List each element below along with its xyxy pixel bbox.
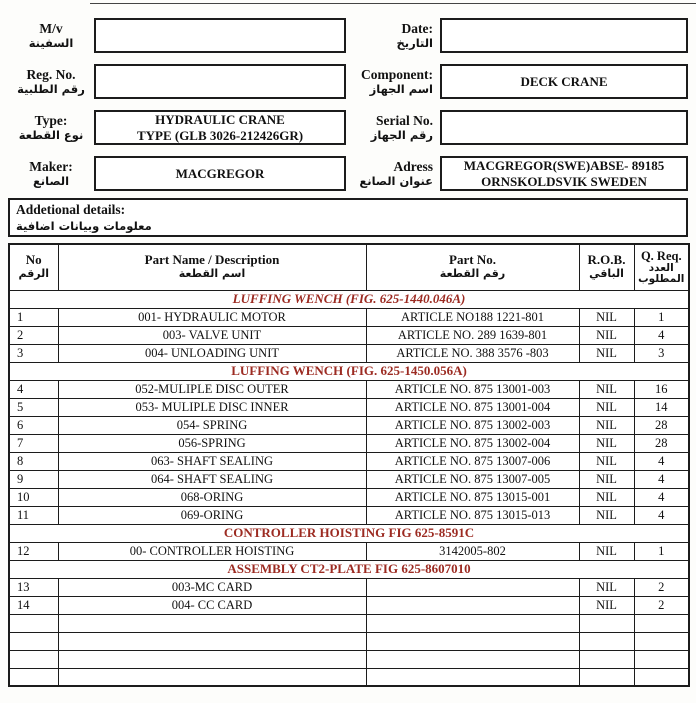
field-component-label-en: Component: bbox=[360, 66, 433, 82]
field-serial-no-label-ar: رقم الجهاز bbox=[370, 127, 433, 142]
field-address bbox=[350, 156, 688, 191]
rob-cell: NIL bbox=[579, 542, 634, 560]
field-date-label-en: Date: bbox=[401, 20, 433, 36]
no-cell: 4 bbox=[9, 380, 58, 398]
part-row bbox=[9, 434, 689, 452]
no-cell: 2 bbox=[9, 326, 58, 344]
qty-cell: 4 bbox=[634, 470, 689, 488]
part-no-cell: ARTICLE NO. 875 13001-003 bbox=[366, 380, 579, 398]
field-serial-no-label bbox=[350, 114, 440, 141]
rob-cell: NIL bbox=[579, 434, 634, 452]
part-row bbox=[9, 416, 689, 434]
name-cell: 004- UNLOADING UNIT bbox=[58, 344, 366, 362]
no-cell: 1 bbox=[9, 308, 58, 326]
field-maker-label bbox=[8, 160, 94, 187]
qty-cell: 1 bbox=[634, 308, 689, 326]
name-cell: 00- CONTROLLER HOISTING bbox=[58, 542, 366, 560]
section-row bbox=[9, 362, 689, 380]
part-no-cell: ARTICLE NO. 875 13001-004 bbox=[366, 398, 579, 416]
part-no-cell: ARTICLE NO. 875 13007-006 bbox=[366, 452, 579, 470]
qty-cell: 16 bbox=[634, 380, 689, 398]
field-type bbox=[8, 110, 346, 145]
rob-cell bbox=[579, 632, 634, 650]
no-cell: 5 bbox=[9, 398, 58, 416]
part-row bbox=[9, 542, 689, 560]
qty-cell: 3 bbox=[634, 344, 689, 362]
section-title: LUFFING WENCH (FIG. 625-1440.046A) bbox=[9, 290, 689, 308]
scan-edge-line bbox=[90, 3, 696, 4]
qty-cell: 14 bbox=[634, 398, 689, 416]
qty-cell bbox=[634, 650, 689, 668]
rob-cell: NIL bbox=[579, 380, 634, 398]
empty-row bbox=[9, 668, 689, 686]
additional-details-label-en: Addetional details: bbox=[16, 202, 126, 217]
name-cell: 003-MC CARD bbox=[58, 578, 366, 596]
name-cell bbox=[58, 668, 366, 686]
rob-cell: NIL bbox=[579, 488, 634, 506]
rob-cell: NIL bbox=[579, 452, 634, 470]
qty-cell: 28 bbox=[634, 434, 689, 452]
rob-cell: NIL bbox=[579, 470, 634, 488]
field-address-label bbox=[350, 160, 440, 187]
no-cell bbox=[9, 614, 58, 632]
name-cell bbox=[58, 650, 366, 668]
no-cell: 7 bbox=[9, 434, 58, 452]
rob-cell: NIL bbox=[579, 326, 634, 344]
field-component-value-box bbox=[440, 64, 688, 99]
field-date bbox=[350, 18, 688, 53]
name-cell: 063- SHAFT SEALING bbox=[58, 452, 366, 470]
field-address-label-ar: عنوان الصانع bbox=[359, 173, 433, 188]
part-row bbox=[9, 488, 689, 506]
no-cell: 10 bbox=[9, 488, 58, 506]
name-cell: 001- HYDRAULIC MOTOR bbox=[58, 308, 366, 326]
header-rob: R.O.B. الباقي bbox=[579, 244, 634, 290]
field-mv-label bbox=[8, 22, 94, 49]
qty-cell: 4 bbox=[634, 506, 689, 524]
field-serial-no-value-box bbox=[440, 110, 688, 145]
qty-cell: 28 bbox=[634, 416, 689, 434]
field-maker-label-en: Maker: bbox=[29, 158, 73, 174]
part-row bbox=[9, 344, 689, 362]
part-no-cell: ARTICLE NO. 875 13015-001 bbox=[366, 488, 579, 506]
field-address-value-line2: ORNSKOLDSVIK SWEDEN bbox=[481, 173, 647, 189]
part-no-cell bbox=[366, 578, 579, 596]
field-type-label-ar: نوع القطعة bbox=[18, 127, 84, 142]
field-maker-value-box bbox=[94, 156, 346, 191]
name-cell: 054- SPRING bbox=[58, 416, 366, 434]
empty-row bbox=[9, 650, 689, 668]
header-part-name: Part Name / Description اسم القطعة bbox=[58, 244, 366, 290]
field-address-label-en: Adress bbox=[393, 158, 433, 174]
parts-table bbox=[8, 243, 690, 687]
section-row bbox=[9, 290, 689, 308]
field-reg-no-value-box bbox=[94, 64, 346, 99]
no-cell: 3 bbox=[9, 344, 58, 362]
qty-cell bbox=[634, 632, 689, 650]
no-cell: 6 bbox=[9, 416, 58, 434]
rob-cell: NIL bbox=[579, 308, 634, 326]
part-no-cell: ARTICLE NO. 875 13007-005 bbox=[366, 470, 579, 488]
field-type-value-box bbox=[94, 110, 346, 145]
rob-cell: NIL bbox=[579, 506, 634, 524]
field-mv-label-en: M/v bbox=[39, 20, 63, 36]
field-component-label-ar: اسم الجهاز bbox=[369, 81, 433, 96]
field-reg-no-label bbox=[8, 68, 94, 95]
rob-cell: NIL bbox=[579, 398, 634, 416]
rob-cell: NIL bbox=[579, 596, 634, 614]
qty-cell bbox=[634, 668, 689, 686]
part-row bbox=[9, 470, 689, 488]
additional-details-box bbox=[8, 198, 688, 237]
rob-cell: NIL bbox=[579, 416, 634, 434]
qty-cell: 4 bbox=[634, 488, 689, 506]
section-row bbox=[9, 524, 689, 542]
no-cell bbox=[9, 668, 58, 686]
qty-cell: 2 bbox=[634, 596, 689, 614]
no-cell: 8 bbox=[9, 452, 58, 470]
field-mv-label-ar: السفينة bbox=[28, 35, 74, 50]
no-cell: 12 bbox=[9, 542, 58, 560]
name-cell: 064- SHAFT SEALING bbox=[58, 470, 366, 488]
rob-cell bbox=[579, 650, 634, 668]
name-cell: 053- MULIPLE DISC INNER bbox=[58, 398, 366, 416]
field-maker-value-line1: MACGREGOR bbox=[175, 165, 265, 181]
part-no-cell bbox=[366, 632, 579, 650]
header-no: No الرقم bbox=[9, 244, 58, 290]
field-type-label bbox=[8, 114, 94, 141]
name-cell: 068-ORING bbox=[58, 488, 366, 506]
no-cell: 9 bbox=[9, 470, 58, 488]
name-cell: 004- CC CARD bbox=[58, 596, 366, 614]
part-row bbox=[9, 326, 689, 344]
qty-cell: 2 bbox=[634, 578, 689, 596]
field-reg-no bbox=[8, 64, 346, 99]
name-cell: 056-SPRING bbox=[58, 434, 366, 452]
part-no-cell: ARTICLE NO. 289 1639-801 bbox=[366, 326, 579, 344]
part-row bbox=[9, 308, 689, 326]
field-date-label bbox=[350, 22, 440, 49]
part-no-cell: ARTICLE NO. 388 3576 -803 bbox=[366, 344, 579, 362]
part-no-cell: ARTICLE NO. 875 13002-004 bbox=[366, 434, 579, 452]
name-cell: 003- VALVE UNIT bbox=[58, 326, 366, 344]
qty-cell: 1 bbox=[634, 542, 689, 560]
part-no-cell: ARTICLE NO188 1221-801 bbox=[366, 308, 579, 326]
header-part-no: Part No. رقم القطعة bbox=[366, 244, 579, 290]
no-cell: 14 bbox=[9, 596, 58, 614]
part-no-cell bbox=[366, 668, 579, 686]
field-component bbox=[350, 64, 688, 99]
part-row bbox=[9, 596, 689, 614]
name-cell bbox=[58, 614, 366, 632]
field-address-value-box bbox=[440, 156, 688, 191]
part-row bbox=[9, 506, 689, 524]
part-no-cell bbox=[366, 596, 579, 614]
form-header bbox=[8, 18, 688, 191]
field-maker bbox=[8, 156, 346, 191]
field-serial-no bbox=[350, 110, 688, 145]
parts-table-header-row bbox=[9, 244, 689, 290]
field-reg-no-label-ar: رقم الطلبية bbox=[17, 81, 85, 96]
field-mv-value-box bbox=[94, 18, 346, 53]
name-cell: 069-ORING bbox=[58, 506, 366, 524]
rob-cell: NIL bbox=[579, 578, 634, 596]
field-reg-no-label-en: Reg. No. bbox=[26, 66, 76, 82]
field-component-label bbox=[350, 68, 440, 95]
field-date-value-box bbox=[440, 18, 688, 53]
section-title: LUFFING WENCH (FIG. 625-1450.056A) bbox=[9, 362, 689, 380]
field-component-value-line1: DECK CRANE bbox=[520, 73, 608, 89]
additional-details-label-ar: معلومات وبيانات اضافية bbox=[16, 218, 152, 233]
no-cell bbox=[9, 632, 58, 650]
parts-table-body bbox=[9, 290, 689, 686]
no-cell: 13 bbox=[9, 578, 58, 596]
part-row bbox=[9, 452, 689, 470]
field-date-label-ar: التاريخ bbox=[396, 35, 433, 50]
field-type-value-line1: HYDRAULIC CRANE bbox=[155, 112, 285, 128]
name-cell: 052-MULIPLE DISC OUTER bbox=[58, 380, 366, 398]
no-cell bbox=[9, 650, 58, 668]
part-row bbox=[9, 398, 689, 416]
name-cell bbox=[58, 632, 366, 650]
qty-cell bbox=[634, 614, 689, 632]
qty-cell: 4 bbox=[634, 326, 689, 344]
section-row bbox=[9, 560, 689, 578]
section-title: CONTROLLER HOISTING FIG 625-8591C bbox=[9, 524, 689, 542]
part-no-cell: ARTICLE NO. 875 13015-013 bbox=[366, 506, 579, 524]
part-no-cell: ARTICLE NO. 875 13002-003 bbox=[366, 416, 579, 434]
rob-cell: NIL bbox=[579, 344, 634, 362]
part-no-cell bbox=[366, 650, 579, 668]
field-type-value-line2: TYPE (GLB 3026-212426GR) bbox=[136, 127, 304, 143]
section-title: ASSEMBLY CT2-PLATE FIG 625-8607010 bbox=[9, 560, 689, 578]
part-row bbox=[9, 578, 689, 596]
no-cell: 11 bbox=[9, 506, 58, 524]
qty-cell: 4 bbox=[634, 452, 689, 470]
field-serial-no-label-en: Serial No. bbox=[376, 112, 433, 128]
rob-cell bbox=[579, 614, 634, 632]
part-row bbox=[9, 380, 689, 398]
rob-cell bbox=[579, 668, 634, 686]
field-maker-label-ar: الصانع bbox=[32, 173, 70, 188]
field-type-label-en: Type: bbox=[34, 112, 68, 128]
header-q-req: Q. Req. العدد المطلوب bbox=[634, 244, 689, 290]
empty-row bbox=[9, 614, 689, 632]
field-address-value-line1: MACGREGOR(SWE)ABSE- 89185 bbox=[463, 158, 665, 174]
part-no-cell: 3142005-802 bbox=[366, 542, 579, 560]
empty-row bbox=[9, 632, 689, 650]
part-no-cell bbox=[366, 614, 579, 632]
field-mv bbox=[8, 18, 346, 53]
